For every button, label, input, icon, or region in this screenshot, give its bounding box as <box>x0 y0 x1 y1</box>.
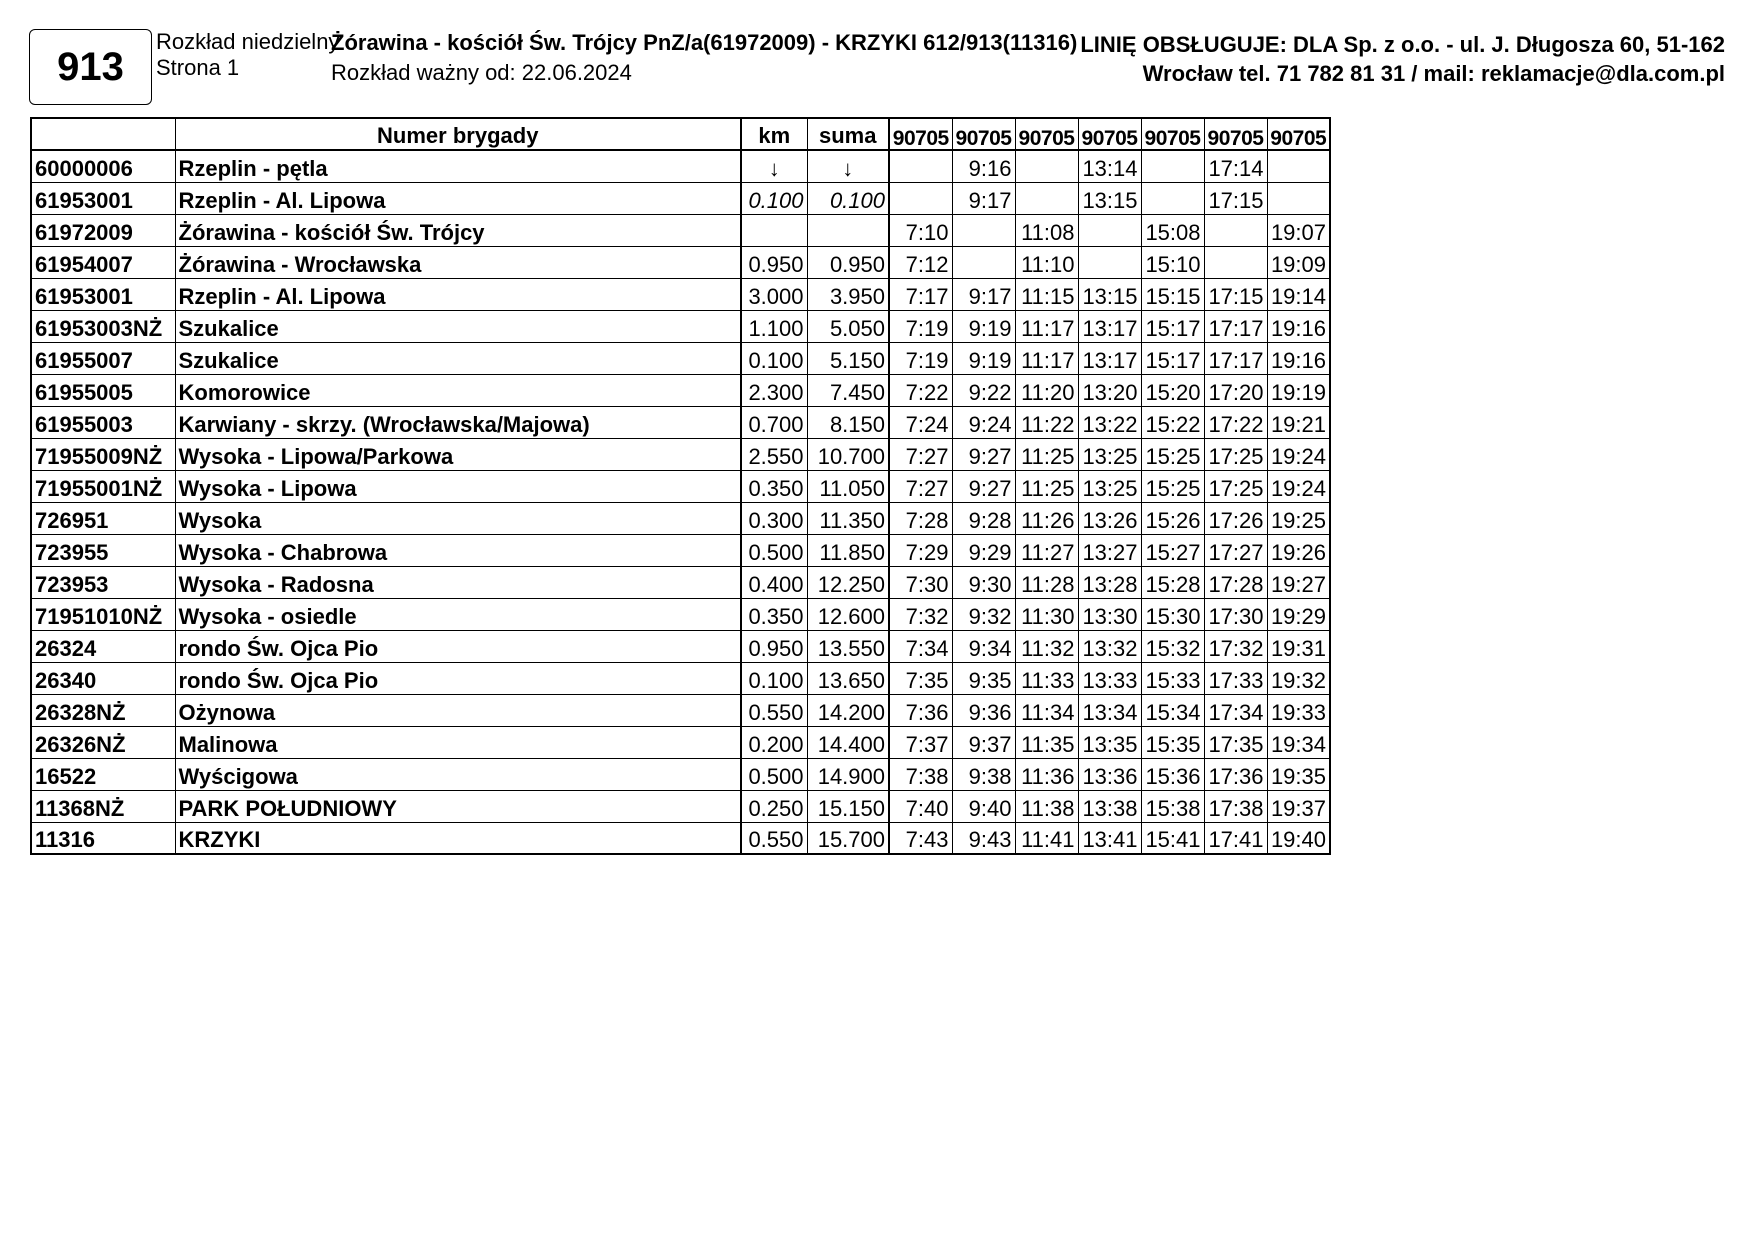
departure-time: 11:25 <box>1015 438 1078 470</box>
stop-name: Wyścigowa <box>175 758 741 790</box>
km-cell: 0.350 <box>741 470 807 502</box>
departure-time: 11:17 <box>1015 310 1078 342</box>
departure-time: 7:37 <box>889 726 952 758</box>
brigade-label: Numer brygady <box>175 118 741 150</box>
stop-id: 61955003 <box>31 406 175 438</box>
departure-time: 19:26 <box>1267 534 1330 566</box>
departure-time: 17:25 <box>1204 470 1267 502</box>
departure-time: 9:37 <box>952 726 1015 758</box>
stop-name: KRZYKI <box>175 822 741 854</box>
stop-name: Szukalice <box>175 342 741 374</box>
table-row <box>31 790 1330 822</box>
schedule-type: Rozkład niedzielny <box>156 29 340 54</box>
departure-time: 7:38 <box>889 758 952 790</box>
departure-time: 15:32 <box>1141 630 1204 662</box>
departure-time: 9:22 <box>952 374 1015 406</box>
stop-name: Szukalice <box>175 310 741 342</box>
stop-id: 61955005 <box>31 374 175 406</box>
sum-cell: 14.400 <box>807 726 889 758</box>
km-cell: 0.100 <box>741 182 807 214</box>
km-cell: 0.950 <box>741 630 807 662</box>
departure-time: 17:35 <box>1204 726 1267 758</box>
km-cell: 1.100 <box>741 310 807 342</box>
table-row <box>31 822 1330 854</box>
sum-cell: 10.700 <box>807 438 889 470</box>
trip-header: 90705 <box>952 118 1015 150</box>
stop-name: Żórawina - Wrocławska <box>175 246 741 278</box>
departure-time <box>1015 150 1078 182</box>
departure-time: 13:25 <box>1078 470 1141 502</box>
departure-time: 17:41 <box>1204 822 1267 854</box>
table-row <box>31 214 1330 246</box>
departure-time: 9:17 <box>952 182 1015 214</box>
stop-name: PARK POŁUDNIOWY <box>175 790 741 822</box>
departure-time: 15:26 <box>1141 502 1204 534</box>
stop-name: Malinowa <box>175 726 741 758</box>
table-row <box>31 502 1330 534</box>
departure-time: 9:19 <box>952 310 1015 342</box>
km-cell: 0.950 <box>741 246 807 278</box>
sum-cell: 11.350 <box>807 502 889 534</box>
departure-time: 7:24 <box>889 406 952 438</box>
sum-header: suma <box>807 118 889 150</box>
departure-time: 13:20 <box>1078 374 1141 406</box>
departure-time: 15:27 <box>1141 534 1204 566</box>
stop-id: 11368NŻ <box>31 790 175 822</box>
km-cell: 2.300 <box>741 374 807 406</box>
trip-header: 90705 <box>889 118 952 150</box>
km-cell: 0.100 <box>741 342 807 374</box>
sum-cell: ↓ <box>807 150 889 182</box>
departure-time: 9:27 <box>952 470 1015 502</box>
departure-time: 19:16 <box>1267 310 1330 342</box>
departure-time: 7:43 <box>889 822 952 854</box>
departure-time: 17:15 <box>1204 278 1267 310</box>
departure-time: 19:07 <box>1267 214 1330 246</box>
departure-time: 19:29 <box>1267 598 1330 630</box>
departure-time: 11:30 <box>1015 598 1078 630</box>
km-cell: 0.350 <box>741 598 807 630</box>
departure-time: 13:22 <box>1078 406 1141 438</box>
departure-time: 13:15 <box>1078 182 1141 214</box>
departure-time: 13:25 <box>1078 438 1141 470</box>
departure-time: 9:43 <box>952 822 1015 854</box>
departure-time: 9:32 <box>952 598 1015 630</box>
stop-id: 60000006 <box>31 150 175 182</box>
stop-id: 16522 <box>31 758 175 790</box>
km-cell: 0.250 <box>741 790 807 822</box>
departure-time: 19:35 <box>1267 758 1330 790</box>
sum-cell: 14.900 <box>807 758 889 790</box>
stop-id: 26328NŻ <box>31 694 175 726</box>
departure-time: 7:27 <box>889 438 952 470</box>
departure-time: 7:32 <box>889 598 952 630</box>
stop-name: rondo Św. Ojca Pio <box>175 630 741 662</box>
departure-time: 15:20 <box>1141 374 1204 406</box>
departure-time: 19:19 <box>1267 374 1330 406</box>
stop-id: 71955009NŻ <box>31 438 175 470</box>
valid-from: Rozkład ważny od: 22.06.2024 <box>331 60 632 85</box>
stop-id: 723953 <box>31 566 175 598</box>
table-row <box>31 342 1330 374</box>
departure-time: 7:35 <box>889 662 952 694</box>
departure-time <box>1267 182 1330 214</box>
departure-time: 17:36 <box>1204 758 1267 790</box>
departure-time: 11:34 <box>1015 694 1078 726</box>
page-label: Strona 1 <box>156 55 240 80</box>
departure-time: 17:14 <box>1204 150 1267 182</box>
departure-time: 19:27 <box>1267 566 1330 598</box>
departure-time: 7:22 <box>889 374 952 406</box>
departure-time: 17:30 <box>1204 598 1267 630</box>
table-row <box>31 470 1330 502</box>
departure-time: 13:27 <box>1078 534 1141 566</box>
departure-time: 7:29 <box>889 534 952 566</box>
departure-time <box>1078 214 1141 246</box>
departure-time: 7:10 <box>889 214 952 246</box>
departure-time: 13:26 <box>1078 502 1141 534</box>
departure-time: 19:34 <box>1267 726 1330 758</box>
departure-time: 17:22 <box>1204 406 1267 438</box>
stop-id: 61953003NŻ <box>31 310 175 342</box>
timetable-body <box>31 150 1330 854</box>
table-row <box>31 598 1330 630</box>
trip-header: 90705 <box>1267 118 1330 150</box>
departure-time: 11:32 <box>1015 630 1078 662</box>
sum-cell: 13.550 <box>807 630 889 662</box>
sum-cell: 0.950 <box>807 246 889 278</box>
departure-time: 19:24 <box>1267 470 1330 502</box>
departure-time: 9:30 <box>952 566 1015 598</box>
departure-time: 15:36 <box>1141 758 1204 790</box>
departure-time <box>889 182 952 214</box>
departure-time: 19:31 <box>1267 630 1330 662</box>
departure-time: 15:41 <box>1141 822 1204 854</box>
departure-time: 15:08 <box>1141 214 1204 246</box>
stop-name: Wysoka - Radosna <box>175 566 741 598</box>
departure-time: 13:33 <box>1078 662 1141 694</box>
departure-time: 15:22 <box>1141 406 1204 438</box>
departure-time: 15:28 <box>1141 566 1204 598</box>
departure-time: 15:17 <box>1141 342 1204 374</box>
departure-time: 17:32 <box>1204 630 1267 662</box>
departure-time <box>1204 214 1267 246</box>
departure-time: 11:28 <box>1015 566 1078 598</box>
stop-id: 61954007 <box>31 246 175 278</box>
departure-time: 11:22 <box>1015 406 1078 438</box>
departure-time: 9:24 <box>952 406 1015 438</box>
departure-time: 15:15 <box>1141 278 1204 310</box>
sum-cell: 0.100 <box>807 182 889 214</box>
table-row <box>31 694 1330 726</box>
departure-time: 11:35 <box>1015 726 1078 758</box>
sum-cell: 14.200 <box>807 694 889 726</box>
departure-time: 9:35 <box>952 662 1015 694</box>
departure-time <box>952 246 1015 278</box>
departure-time: 13:41 <box>1078 822 1141 854</box>
departure-time: 9:38 <box>952 758 1015 790</box>
table-row <box>31 374 1330 406</box>
departure-time: 11:10 <box>1015 246 1078 278</box>
km-cell: 2.550 <box>741 438 807 470</box>
stop-name: Ożynowa <box>175 694 741 726</box>
departure-time: 19:40 <box>1267 822 1330 854</box>
km-cell: 0.700 <box>741 406 807 438</box>
departure-time: 7:12 <box>889 246 952 278</box>
km-cell: 0.400 <box>741 566 807 598</box>
departure-time: 11:33 <box>1015 662 1078 694</box>
stop-name: Wysoka - osiedle <box>175 598 741 630</box>
table-row <box>31 246 1330 278</box>
departure-time: 19:33 <box>1267 694 1330 726</box>
stop-name: rondo Św. Ojca Pio <box>175 662 741 694</box>
trip-header: 90705 <box>1078 118 1141 150</box>
departure-time: 11:26 <box>1015 502 1078 534</box>
departure-time: 9:16 <box>952 150 1015 182</box>
stop-name: Komorowice <box>175 374 741 406</box>
departure-time: 13:17 <box>1078 310 1141 342</box>
departure-time: 19:21 <box>1267 406 1330 438</box>
departure-time: 17:27 <box>1204 534 1267 566</box>
departure-time: 7:30 <box>889 566 952 598</box>
departure-time: 7:34 <box>889 630 952 662</box>
sum-cell: 12.600 <box>807 598 889 630</box>
stop-name: Żórawina - kościół Św. Trójcy <box>175 214 741 246</box>
departure-time: 7:19 <box>889 342 952 374</box>
departure-time: 7:19 <box>889 310 952 342</box>
departure-time: 11:36 <box>1015 758 1078 790</box>
stop-id: 61972009 <box>31 214 175 246</box>
departure-time: 13:15 <box>1078 278 1141 310</box>
stop-id: 71955001NŻ <box>31 470 175 502</box>
departure-time: 11:15 <box>1015 278 1078 310</box>
stop-name: Rzeplin - Al. Lipowa <box>175 278 741 310</box>
departure-time <box>1015 182 1078 214</box>
departure-time: 11:20 <box>1015 374 1078 406</box>
departure-time: 9:29 <box>952 534 1015 566</box>
departure-time: 17:28 <box>1204 566 1267 598</box>
stop-name: Wysoka - Lipowa <box>175 470 741 502</box>
stop-name: Rzeplin - pętla <box>175 150 741 182</box>
departure-time: 13:38 <box>1078 790 1141 822</box>
sum-cell: 13.650 <box>807 662 889 694</box>
departure-time <box>952 214 1015 246</box>
table-row <box>31 150 1330 182</box>
departure-time: 17:17 <box>1204 342 1267 374</box>
departure-time: 9:36 <box>952 694 1015 726</box>
operator-line-2: Wrocław tel. 71 782 81 31 / mail: reklamacje@dla.com.pl <box>1142 61 1725 86</box>
departure-time: 15:25 <box>1141 438 1204 470</box>
stop-id: 723955 <box>31 534 175 566</box>
table-row <box>31 566 1330 598</box>
departure-time: 9:19 <box>952 342 1015 374</box>
stop-name: Wysoka - Lipowa/Parkowa <box>175 438 741 470</box>
sum-cell: 12.250 <box>807 566 889 598</box>
header-blank <box>31 118 175 150</box>
table-row <box>31 534 1330 566</box>
departure-time: 9:34 <box>952 630 1015 662</box>
departure-time: 7:40 <box>889 790 952 822</box>
departure-time: 13:36 <box>1078 758 1141 790</box>
departure-time: 7:27 <box>889 470 952 502</box>
departure-time: 19:14 <box>1267 278 1330 310</box>
stop-id: 71951010NŻ <box>31 598 175 630</box>
departure-time: 15:10 <box>1141 246 1204 278</box>
departure-time: 11:17 <box>1015 342 1078 374</box>
departure-time: 19:25 <box>1267 502 1330 534</box>
departure-time: 9:28 <box>952 502 1015 534</box>
departure-time: 19:24 <box>1267 438 1330 470</box>
departure-time: 17:34 <box>1204 694 1267 726</box>
sum-cell: 5.050 <box>807 310 889 342</box>
line-number: 913 <box>57 44 124 89</box>
stop-name: Karwiany - skrzy. (Wrocławska/Majowa) <box>175 406 741 438</box>
departure-time: 19:09 <box>1267 246 1330 278</box>
departure-time: 9:27 <box>952 438 1015 470</box>
km-cell: 0.550 <box>741 822 807 854</box>
departure-time: 7:36 <box>889 694 952 726</box>
departure-time: 15:34 <box>1141 694 1204 726</box>
sum-cell: 15.700 <box>807 822 889 854</box>
departure-time: 17:26 <box>1204 502 1267 534</box>
operator-line-1: LINIĘ OBSŁUGUJE: DLA Sp. z o.o. - ul. J. Długosza 60, 51-162 <box>1080 32 1725 57</box>
table-row <box>31 758 1330 790</box>
sum-cell: 11.050 <box>807 470 889 502</box>
stop-name: Rzeplin - Al. Lipowa <box>175 182 741 214</box>
departure-time: 15:33 <box>1141 662 1204 694</box>
stop-id: 726951 <box>31 502 175 534</box>
departure-time: 17:17 <box>1204 310 1267 342</box>
departure-time: 17:33 <box>1204 662 1267 694</box>
trip-header: 90705 <box>1204 118 1267 150</box>
departure-time: 11:27 <box>1015 534 1078 566</box>
km-cell: 0.550 <box>741 694 807 726</box>
departure-time: 13:14 <box>1078 150 1141 182</box>
table-row <box>31 726 1330 758</box>
departure-time: 9:17 <box>952 278 1015 310</box>
departure-time: 13:17 <box>1078 342 1141 374</box>
timetable-header-row <box>31 118 1330 150</box>
km-cell: 0.200 <box>741 726 807 758</box>
departure-time: 11:25 <box>1015 470 1078 502</box>
departure-time: 17:20 <box>1204 374 1267 406</box>
departure-time: 17:15 <box>1204 182 1267 214</box>
departure-time: 13:35 <box>1078 726 1141 758</box>
stop-name: Wysoka <box>175 502 741 534</box>
sum-cell: 7.450 <box>807 374 889 406</box>
stop-id: 26324 <box>31 630 175 662</box>
departure-time: 9:40 <box>952 790 1015 822</box>
departure-time: 17:25 <box>1204 438 1267 470</box>
line-number-box <box>29 29 152 105</box>
departure-time: 19:32 <box>1267 662 1330 694</box>
km-cell: ↓ <box>741 150 807 182</box>
departure-time: 11:38 <box>1015 790 1078 822</box>
km-cell: 0.500 <box>741 758 807 790</box>
departure-time: 19:37 <box>1267 790 1330 822</box>
stop-id: 26340 <box>31 662 175 694</box>
trip-header: 90705 <box>1141 118 1204 150</box>
stop-id: 61955007 <box>31 342 175 374</box>
km-header: km <box>741 118 807 150</box>
table-row <box>31 310 1330 342</box>
departure-time: 11:08 <box>1015 214 1078 246</box>
departure-time <box>1141 150 1204 182</box>
sum-cell: 8.150 <box>807 406 889 438</box>
departure-time: 19:16 <box>1267 342 1330 374</box>
stop-name: Wysoka - Chabrowa <box>175 534 741 566</box>
departure-time: 13:32 <box>1078 630 1141 662</box>
stop-id: 61953001 <box>31 278 175 310</box>
table-row <box>31 630 1330 662</box>
route-title: Żórawina - kościół Św. Trójcy PnZ/a(61972009) - KRZYKI 612/913(11316) <box>331 30 1078 55</box>
stop-id: 26326NŻ <box>31 726 175 758</box>
stop-id: 11316 <box>31 822 175 854</box>
sum-cell: 11.850 <box>807 534 889 566</box>
departure-time <box>1204 246 1267 278</box>
km-cell: 0.100 <box>741 662 807 694</box>
departure-time: 7:17 <box>889 278 952 310</box>
departure-time <box>1267 150 1330 182</box>
km-cell: 0.500 <box>741 534 807 566</box>
departure-time: 15:38 <box>1141 790 1204 822</box>
km-cell: 0.300 <box>741 502 807 534</box>
departure-time <box>1141 182 1204 214</box>
trip-header: 90705 <box>1015 118 1078 150</box>
km-cell <box>741 214 807 246</box>
sum-cell: 15.150 <box>807 790 889 822</box>
departure-time: 13:34 <box>1078 694 1141 726</box>
departure-time <box>889 150 952 182</box>
table-row <box>31 278 1330 310</box>
departure-time: 15:35 <box>1141 726 1204 758</box>
timetable <box>30 117 1331 855</box>
sum-cell: 5.150 <box>807 342 889 374</box>
departure-time: 15:17 <box>1141 310 1204 342</box>
sum-cell: 3.950 <box>807 278 889 310</box>
departure-time: 7:28 <box>889 502 952 534</box>
table-row <box>31 662 1330 694</box>
table-row <box>31 406 1330 438</box>
stop-id: 61953001 <box>31 182 175 214</box>
departure-time <box>1078 246 1141 278</box>
departure-time: 13:30 <box>1078 598 1141 630</box>
departure-time: 15:25 <box>1141 470 1204 502</box>
table-row <box>31 438 1330 470</box>
departure-time: 13:28 <box>1078 566 1141 598</box>
departure-time: 15:30 <box>1141 598 1204 630</box>
departure-time: 17:38 <box>1204 790 1267 822</box>
km-cell: 3.000 <box>741 278 807 310</box>
sum-cell <box>807 214 889 246</box>
departure-time: 11:41 <box>1015 822 1078 854</box>
table-row <box>31 182 1330 214</box>
